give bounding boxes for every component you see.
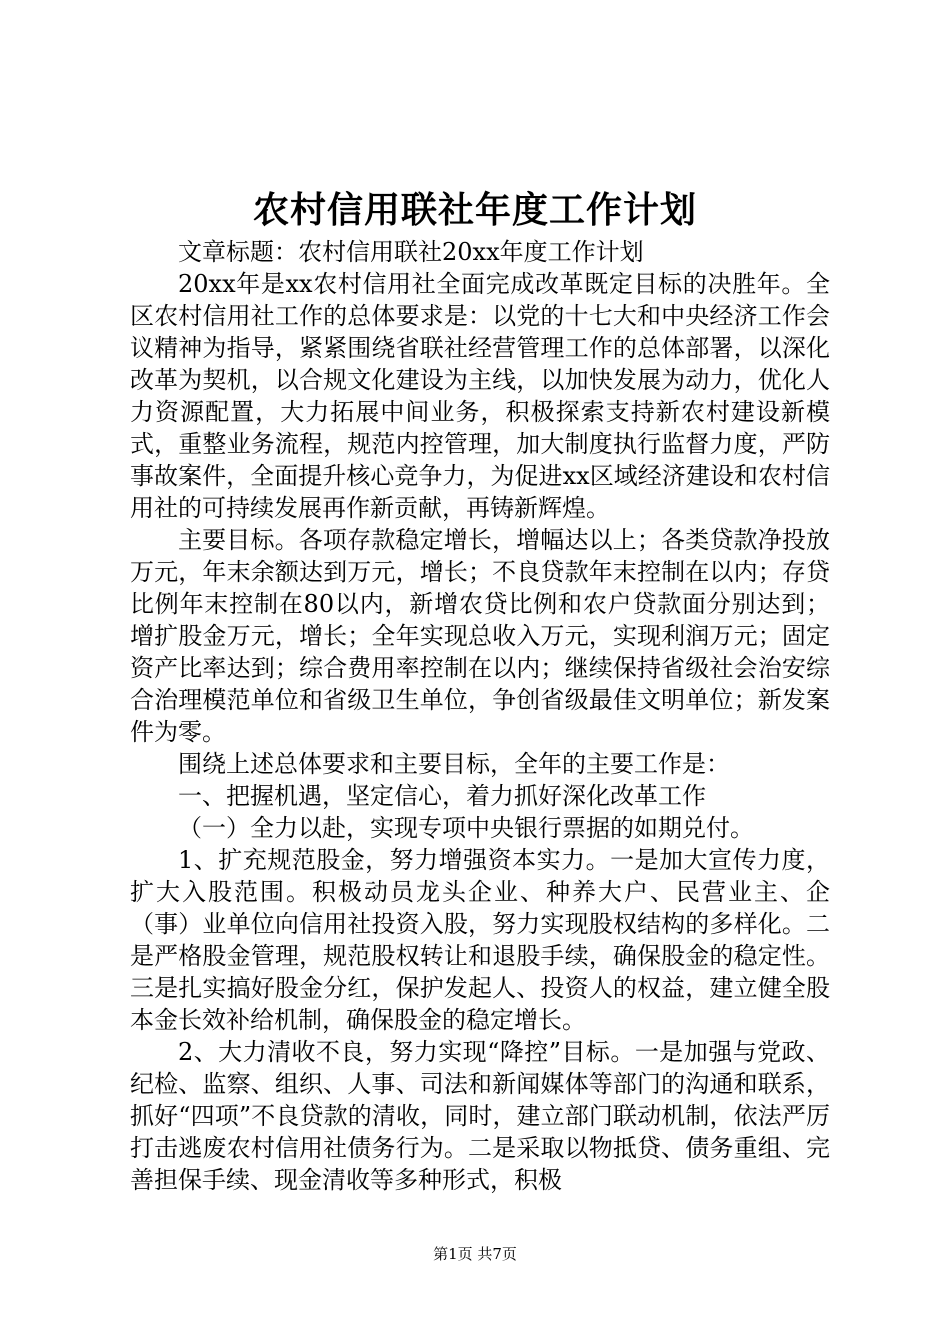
document-body bbox=[130, 236, 830, 1196]
section-heading-1: 一、把握机遇，坚定信心，着力抓好深化改革工作 bbox=[178, 782, 706, 810]
paragraph-overview: 20xx年是xx农村信用社全面完成改革既定目标的决胜年。全区农村信用社工作的总体要求是：以党的十七大和中央经济工作会议精神为指导，紧紧围绕省联社经营管理工作的总体部署，以深化改革为契机，以合规文化建设为主线，以加快发展为动力，优化人力资源配置，大力拓展中间业务，积极探索支持新农村建设新模式，重整业务流程，规范内控管理，加大制度执行监督力度，严防事故案件，全面提升核心竞争力，为促进xx区域经济建设和农村信用社的可持续发展再作新贡献，再铸新辉煌。 bbox=[130, 270, 830, 522]
page-footer: 第1页 共7页 bbox=[433, 1245, 517, 1263]
paragraph-article-title: 文章标题：农村信用联社20xx年度工作计划 bbox=[178, 238, 644, 266]
subsection-heading-1: （一）全力以赴，实现专项中央银行票据的如期兑付。 bbox=[178, 814, 754, 842]
paragraph-item-2: 2、大力清收不良，努力实现“降控”目标。一是加强与党政、纪检、监察、组织、人事、司法和新闻媒体等部门的沟通和联系，抓好“四项”不良贷款的清收，同时，建立部门联动机制，依法严厉打击逃废农村信用社债务行为。二是采取以物抵贷、债务重组、完善担保手续、现金清收等多种形式，积极 bbox=[130, 1038, 830, 1194]
paragraph-intro-tasks: 围绕上述总体要求和主要目标，全年的主要工作是： bbox=[178, 750, 730, 778]
paragraph-main-goals: 主要目标。各项存款稳定增长，增幅达以上；各类贷款净投放万元，年末余额达到万元，增长；不良贷款年末控制在以内；存贷比例年末控制在80以内，新增农贷比例和农户贷款面分别达到；增扩股金万元，增长；全年实现总收入万元，实现利润万元；固定资产比率达到；综合费用率控制在以内；继续保持省级社会治安综合治理模范单位和省级卫生单位，争创省级最佳文明单位；新发案件为零。 bbox=[130, 526, 830, 746]
paragraph-item-1: 1、扩充规范股金，努力增强资本实力。一是加大宣传力度，扩大入股范围。积极动员龙头企业、种养大户、民营业主、企（事）业单位向信用社投资入股，努力实现股权结构的多样化。二是严格股金管理，规范股权转让和退股手续，确保股金的稳定性。三是扎实搞好股金分红，保护发起人、投资人的权益，建立健全股本金长效补给机制，确保股金的稳定增长。 bbox=[130, 846, 830, 1034]
document-title: 农村信用联社年度工作计划 bbox=[252, 189, 697, 231]
